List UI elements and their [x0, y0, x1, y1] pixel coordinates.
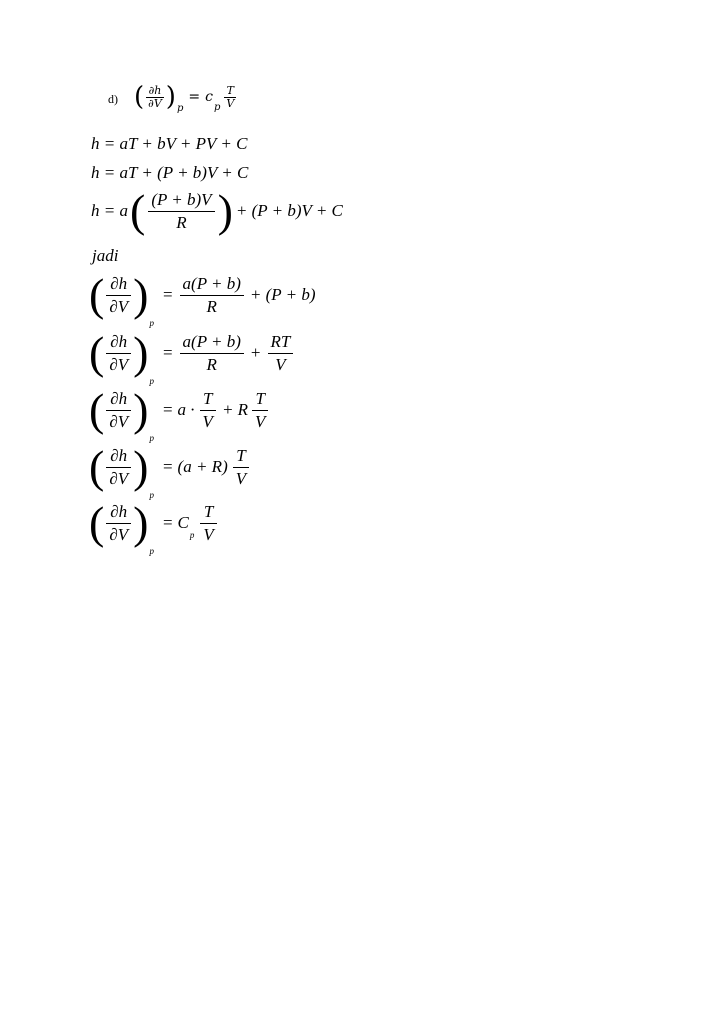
equals-sign: = [162, 457, 173, 476]
subscript: p [149, 546, 154, 556]
subscript: p [176, 103, 184, 114]
fraction-numerator: T [255, 388, 265, 408]
derivation-step-5 [89, 497, 219, 556]
fraction-denominator: V [203, 524, 214, 544]
equals-sign: = [188, 89, 201, 105]
left-paren: ( [89, 384, 105, 435]
left-paren: ( [129, 185, 146, 236]
right-paren: ) [165, 82, 176, 112]
plus-sign: + [250, 343, 261, 362]
equals-sign: = [162, 285, 173, 304]
step4-fraction [233, 447, 249, 488]
equation-rest: + (P + b) [249, 285, 316, 304]
left-paren: ( [89, 327, 105, 378]
fraction-numerator: ∂h [148, 83, 162, 97]
header-equation [134, 82, 238, 114]
fraction-numerator: T [203, 388, 213, 408]
partial-derivative [89, 497, 154, 556]
fraction-denominator: R [176, 212, 187, 232]
derivative-fraction [106, 503, 131, 544]
fraction-numerator: ∂h [110, 273, 128, 293]
fraction-denominator: V [226, 96, 235, 110]
partial-derivative [89, 441, 154, 500]
fraction-numerator: T [226, 83, 234, 97]
fraction-numerator: ∂h [110, 331, 128, 351]
fraction-denominator: V [255, 411, 266, 431]
equals-sign: = [162, 343, 173, 362]
step5-fraction [200, 503, 216, 544]
subscript: p [149, 433, 154, 443]
step3-fraction-1 [200, 390, 216, 431]
derivation-step-2 [89, 327, 295, 386]
derivation-step-4 [89, 441, 251, 500]
subscript: p [149, 318, 154, 328]
step1-fraction [180, 275, 244, 316]
equation-lhs: h = a [91, 201, 128, 220]
right-paren: ) [133, 269, 149, 320]
derivation-step-1 [89, 269, 316, 328]
equation-line-3 [91, 185, 343, 236]
left-paren: ( [89, 441, 105, 492]
fraction-numerator: T [236, 445, 246, 465]
fraction-denominator: V [235, 468, 247, 488]
line3-fraction [148, 191, 214, 232]
header-derivative-fraction [146, 85, 164, 109]
right-paren: ) [133, 441, 149, 492]
subscript: p [149, 490, 154, 500]
fraction-denominator: ∂V [109, 354, 129, 374]
equation-text: h = aT + (P + b)V + C [91, 163, 249, 182]
fraction-denominator: ∂V [109, 296, 129, 316]
equation-rest: + (P + b)V + C [235, 201, 343, 220]
subscript: p [149, 376, 154, 386]
right-paren: ) [133, 327, 149, 378]
fraction-denominator: V [275, 354, 286, 374]
subscript: p [189, 530, 195, 540]
fraction-numerator: RT [270, 331, 291, 351]
equation-text: h = aT + bV + PV + C [91, 134, 248, 153]
coefficient-a: a · [177, 400, 195, 419]
partial-derivative [89, 327, 154, 386]
item-label: d) [108, 92, 118, 106]
constant-c: C [177, 513, 189, 532]
right-paren: ) [133, 497, 149, 548]
coefficient-sum: (a + R) [177, 457, 228, 476]
left-paren: ( [89, 497, 105, 548]
fraction-denominator: ∂V [109, 411, 129, 431]
step2-fraction-1 [180, 333, 244, 374]
derivative-fraction [106, 447, 131, 488]
partial-derivative [89, 269, 154, 328]
derivative-fraction [106, 275, 131, 316]
right-paren: ) [217, 185, 233, 236]
header-t-over-v-fraction [224, 85, 236, 109]
fraction-denominator: ∂V [148, 96, 162, 110]
constant-c: c [205, 89, 213, 105]
step2-fraction-2 [268, 333, 294, 374]
derivative-fraction [106, 333, 131, 374]
fraction-numerator: T [203, 501, 214, 521]
fraction-denominator: V [202, 411, 213, 431]
step3-fraction-2 [252, 390, 268, 431]
left-paren: ( [134, 82, 145, 112]
fraction-numerator: ∂h [110, 501, 128, 521]
fraction-numerator: a(P + b) [182, 331, 241, 351]
fraction-denominator: R [206, 354, 217, 374]
fraction-denominator: R [206, 296, 217, 316]
right-paren: ) [133, 384, 149, 435]
fraction-denominator: ∂V [109, 468, 129, 488]
equation-line-1 [91, 134, 247, 154]
partial-derivative [89, 384, 154, 443]
fraction-numerator: ∂h [110, 445, 128, 465]
fraction-numerator: (P + b)V [151, 189, 212, 209]
derivation-step-3 [89, 384, 270, 443]
left-paren: ( [89, 269, 105, 320]
equation-line-2 [91, 163, 248, 183]
plus-r-term: + R [221, 400, 249, 419]
jadi-label: jadi [92, 246, 119, 265]
derivative-fraction [106, 390, 131, 431]
equals-sign: = [162, 513, 173, 532]
fraction-numerator: a(P + b) [182, 273, 241, 293]
fraction-denominator: ∂V [109, 524, 129, 544]
subscript: p [213, 102, 221, 113]
fraction-numerator: ∂h [110, 388, 128, 408]
equals-sign: = [162, 400, 173, 419]
